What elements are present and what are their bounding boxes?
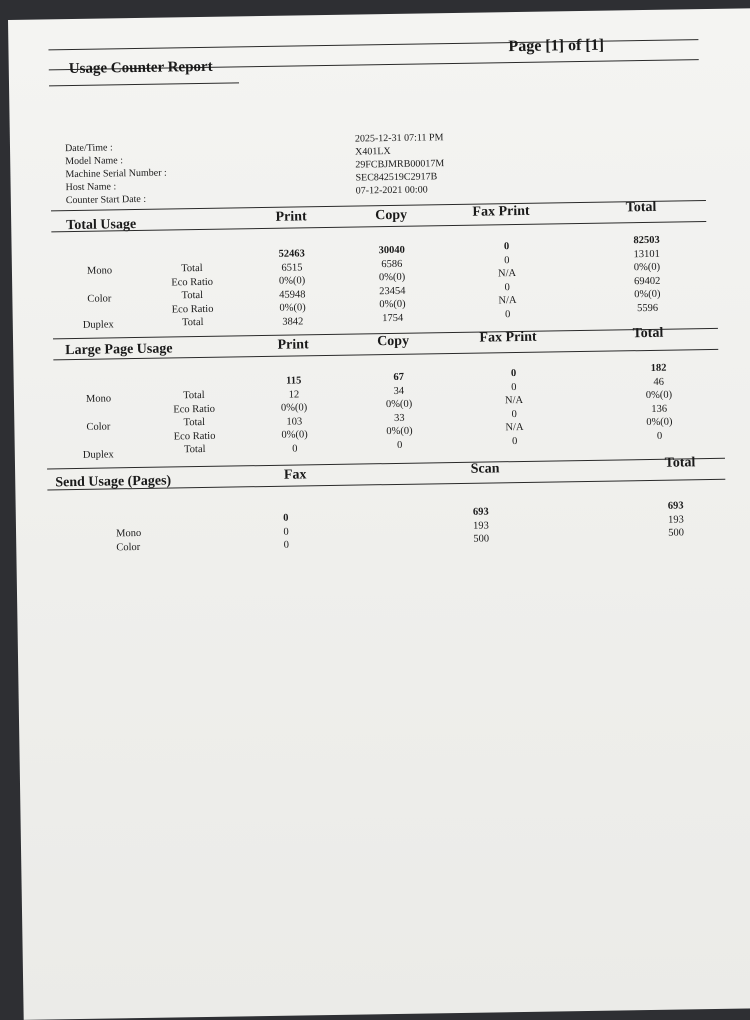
large-page-fax-values [474,366,555,449]
sub-label: Total [181,262,203,275]
send-usage-top-rule [47,458,725,470]
value-cell: 69402 [633,275,661,287]
value-cell: 0%(0) [281,429,308,442]
sub-label: Total [181,317,204,329]
value-cell: 0%(0) [278,275,306,287]
info-values [355,131,445,197]
title-underline [49,82,239,86]
info-value-serial: 29FCBJMRB00017M [355,158,445,171]
total-usage-copy-values [352,243,433,326]
large-page-col-fax: Fax Print [479,329,537,346]
value-cell: 45948 [279,289,306,301]
send-usage-total-values [636,499,717,541]
value-cell: 115 [286,375,302,387]
value-cell: 52463 [278,248,305,260]
value-cell: 0 [656,430,663,442]
sub-label: Total [181,290,204,302]
value-cell: 0%(0) [379,299,406,311]
value-cell: 0%(0) [634,289,661,301]
page-number: Page [1] of [1] [508,36,605,56]
value-cell: N/A [504,395,524,407]
value-cell: 33 [393,412,405,424]
total-usage-row-mono: Mono [86,265,113,277]
info-label-host: Host Name : [65,181,117,194]
value-cell: 13101 [633,248,660,260]
value-cell: 0 [510,368,517,380]
info-value-host: SEC842519C2917B [355,171,438,184]
report-title: Usage Counter Report [68,58,213,78]
sub-label: Total [183,389,205,402]
sub-label: Eco Ratio [171,303,214,316]
value-cell: 136 [651,403,668,415]
send-usage-col-total: Total [664,455,696,471]
value-cell: 0%(0) [279,302,306,315]
value-cell: 0 [283,512,289,524]
value-cell: 500 [668,527,685,539]
large-page-total-values [618,361,699,444]
total-usage-row-duplex: Duplex [82,319,114,331]
large-page-title: Large Page Usage [65,341,173,359]
sub-label: Total [183,417,206,429]
value-cell: N/A [497,268,517,280]
large-page-row-color: Color [86,421,111,433]
info-label-model: Model Name : [65,155,124,168]
value-cell: 193 [473,520,489,532]
value-cell: 0%(0) [646,416,673,429]
info-label-start-date: Counter Start Date : [65,193,147,207]
sub-label: Eco Ratio [173,430,216,443]
value-cell: 3842 [282,316,304,328]
total-usage-col-total: Total [625,199,657,216]
info-label-serial: Machine Serial Number : [65,167,167,181]
value-cell: 693 [472,506,489,518]
large-page-row-duplex: Duplex [82,449,114,461]
value-cell: 0 [504,309,511,321]
value-cell: 82503 [633,234,660,247]
send-usage-title: Send Usage (Pages) [55,473,172,491]
value-cell: 193 [667,514,684,526]
value-cell: 34 [393,385,405,397]
value-cell: 103 [286,416,303,428]
value-cell: 0%(0) [378,271,406,284]
total-usage-print-values [252,247,333,330]
value-cell: 0 [283,539,289,551]
value-cell: 46 [653,376,665,388]
value-cell: 5596 [637,302,659,315]
value-cell: N/A [505,422,524,434]
value-cell: N/A [498,295,517,307]
sub-label: Eco Ratio [173,403,216,416]
value-cell: 0%(0) [633,261,661,274]
large-page-col-print: Print [277,337,309,353]
sub-label: Eco Ratio [171,276,214,289]
large-page-copy-values [359,370,440,453]
value-cell: 67 [393,371,404,383]
info-label-datetime: Date/Time : [64,142,113,155]
sub-label: Total [183,444,206,456]
total-usage-sub-labels [157,262,228,331]
large-page-sub-labels [159,389,230,458]
value-cell: 0 [283,526,289,538]
info-value-start-date: 07-12-2021 00:00 [355,184,428,197]
value-cell: 0%(0) [386,426,413,438]
info-value-model: X401LX [355,146,391,158]
large-page-col-total: Total [632,325,664,342]
large-page-row-mono: Mono [85,393,112,405]
large-page-print-values [254,374,335,457]
total-usage-col-copy: Copy [375,207,408,224]
value-cell: 1754 [382,312,404,325]
total-usage-total-values [606,233,687,316]
value-cell: 0 [511,408,517,420]
send-usage-scan-values [441,505,522,547]
send-usage-col-scan: Scan [470,461,500,477]
info-value-datetime: 2025-12-31 07:11 PM [354,132,444,145]
total-usage-title: Total Usage [66,217,137,234]
value-cell: 0%(0) [280,402,308,414]
total-usage-col-print: Print [275,209,307,225]
value-cell: 182 [650,362,667,374]
value-cell: 0 [504,254,510,266]
send-usage-row-mono: Mono [115,527,142,540]
value-cell: 0 [511,381,517,393]
send-usage-col-fax: Fax [283,467,307,483]
value-cell: 0 [504,281,510,294]
value-cell: 12 [288,389,300,401]
report-page [8,8,750,1020]
value-cell: 6515 [281,262,303,274]
value-cell: 0 [397,439,403,451]
value-cell: 6586 [381,258,403,270]
value-cell: 0%(0) [645,389,673,402]
value-cell: 30040 [378,244,405,257]
value-cell: 0 [503,241,510,253]
total-usage-fax-values [467,240,548,323]
value-cell: 693 [667,500,684,512]
total-usage-col-fax: Fax Print [472,203,530,220]
value-cell: 0 [292,443,298,455]
send-usage-fax-values [246,511,327,553]
total-usage-row-color: Color [87,293,112,305]
send-usage-row-color: Color [116,541,141,554]
large-page-col-copy: Copy [377,333,410,350]
value-cell: 0%(0) [385,398,413,411]
value-cell: 23454 [379,285,406,297]
value-cell: 0 [511,436,518,448]
info-labels [65,141,167,208]
value-cell: 500 [473,533,490,545]
